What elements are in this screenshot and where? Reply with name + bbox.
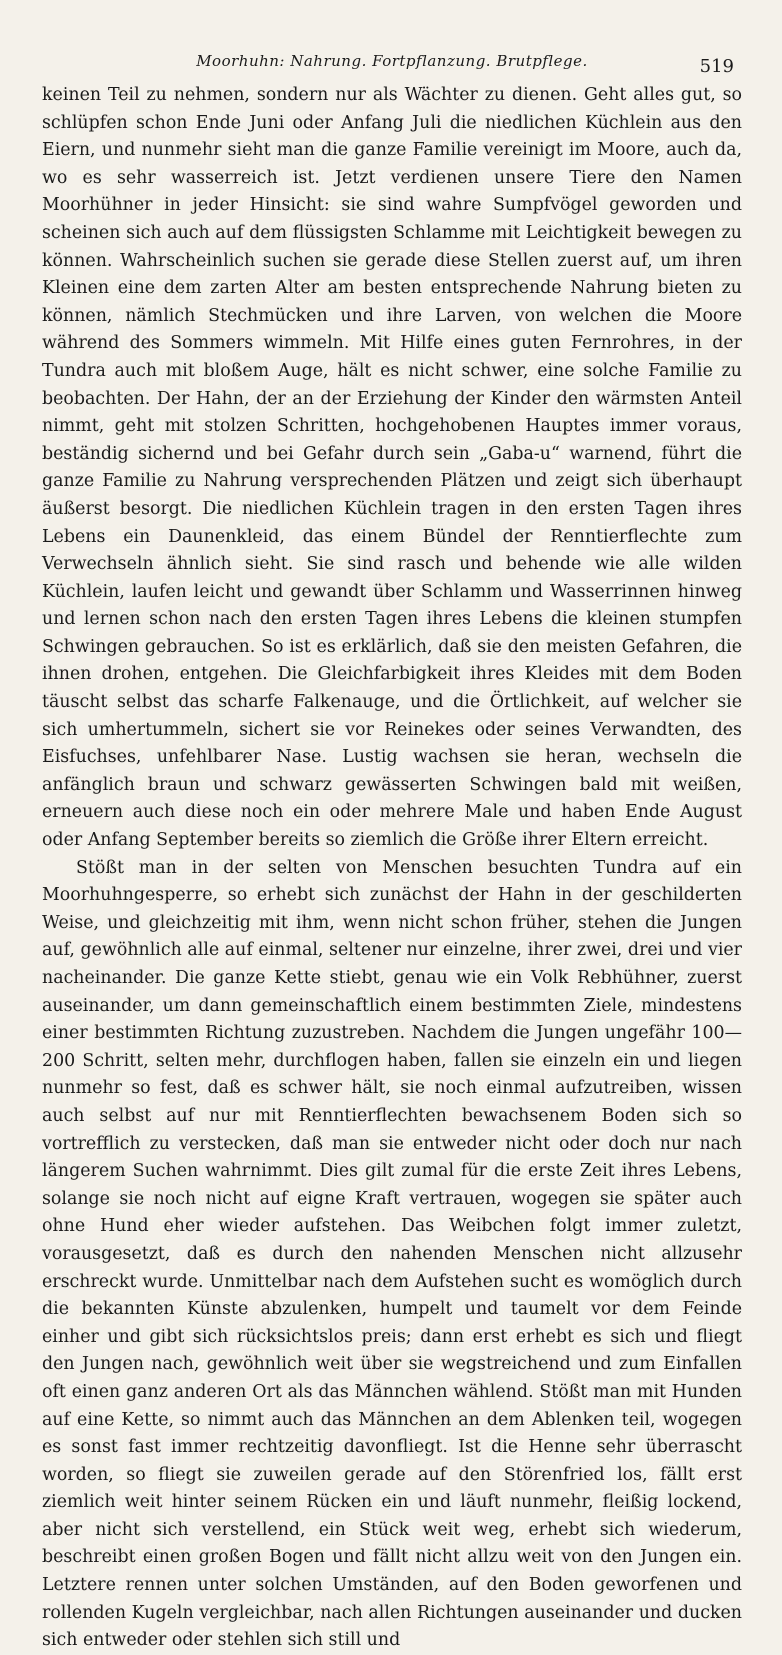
paragraph: keinen Teil zu nehmen, sondern nur als Wächter zu dienen. Geht alles gut, so schlüpfen schon Ende Juni oder Anfang Juli die niedlichen Küchlein aus den Eiern, und nunmehr sieht man die ganze Familie vereinigt im Moore, auch da, wo es sehr wasserreich ist. Jetzt verdienen unsere Tiere den Namen Moorhühner in jeder Hinsicht: sie sind wahre Sumpfvögel geworden und scheinen sich auch auf dem flüssigsten Schlamme mit Leichtigkeit bewegen zu können. Wahrscheinlich suchen sie gerade diese Stellen zuerst auf, um ihren Kleinen eine dem zarten Alter am besten entsprechende Nahrung bieten zu können, nämlich Stechmücken und ihre Larven, von welchen die Moore während des Sommers wimmeln. Mit Hilfe eines guten Fernrohres, in der Tundra auch mit bloßem Auge, hält es nicht schwer, eine solche Familie zu beobachten. Der Hahn, der an der Erziehung der Kinder den wärmsten Anteil nimmt, geht mit stolzen Schritten, hochgehobenen Hauptes immer voraus, beständig sichernd und bei Gefahr durch sein „Gaba-u“ warnend, führt die ganze Familie zu Nahrung versprechenden Plätzen und zeigt sich überhaupt äußerst besorgt. Die niedlichen Küchlein tragen in den ersten Tagen ihres Lebens ein Daunenkleid, das einem Bündel der Renntierflechte zum Verwechseln ähnlich sieht. Sie sind rasch und behende wie alle wilden Küchlein, laufen leicht und gewandt über Schlamm und Wasserrinnen hinweg und lernen schon nach den ersten Tagen ihres Lebens die kleinen stumpfen Schwingen gebrauchen. So ist es erklärlich, daß sie den meisten Gefahren, die ihnen drohen, entgehen. Die Gleichfarbigkeit ihres Kleides mit dem Boden täuscht selbst das scharfe Falkenauge, und die Örtlichkeit, auf welcher sie sich umhertummeln, sichert sie vor Reinekes oder seines Verwandten, des Eisfuchses, unfehlbarer Nase. Lustig wachsen sie heran, wechseln die anfänglich braun und schwarz gewässerten Schwingen bald mit weißen, erneuern auch diese noch ein oder mehrere Male und haben Ende August oder Anfang September bereits so ziemlich die Größe ihrer Eltern erreicht. <box>42 85 742 851</box>
running-header <box>42 52 742 82</box>
running-header-title: Moorhuhn: Nahrung. Fortpflanzung. Brutpflege. <box>196 52 588 70</box>
paragraph: Stößt man in der selten von Menschen besuchten Tundra auf ein Moorhuhngesperre, so erhebt sich zunächst der Hahn in der geschilderten Weise, und gleichzeitig mit ihm, wenn nicht schon früher, stehen die Jungen auf, gewöhnlich alle auf einmal, seltener nur einzelne, ihrer zwei, drei und vier nacheinander. Die ganze Kette stiebt, genau wie ein Volk Rebhühner, zuerst auseinander, um dann gemeinschaftlich einem bestimmten Ziele, mindestens einer bestimmten Richtung zuzustreben. Nachdem die Jungen ungefähr 100—200 Schritt, selten mehr, durchflogen haben, fallen sie einzeln ein und liegen nunmehr so fest, daß es schwer hält, sie noch einmal aufzutreiben, wissen auch selbst auf nur mit Renntierflechten bewachsenem Boden sich so vortrefflich zu verstecken, daß man sie entweder nicht oder doch nur nach längerem Suchen wahrnimmt. Dies gilt zumal für die erste Zeit ihres Lebens, solange sie noch nicht auf eigne Kraft vertrauen, wogegen sie später auch ohne Hund eher wieder aufstehen. Das Weibchen folgt immer zuletzt, vorausgesetzt, daß es durch den nahenden Menschen nicht allzusehr erschreckt wurde. Unmittelbar nach dem Aufstehen sucht es womöglich durch die bekannten Künste abzulenken, humpelt und taumelt vor dem Feinde einher und gibt sich rücksichtslos preis; dann erst erhebt es sich und fliegt den Jungen nach, gewöhnlich weit über sie wegstreichend und zum Einfallen oft einen ganz anderen Ort als das Männchen wählend. Stößt man mit Hunden auf eine Kette, so nimmt auch das Männchen an dem Ablenken teil, wogegen es sonst fast immer rechtzeitig davonfliegt. Ist die Henne sehr überrascht worden, so fliegt sie zuweilen gerade auf den Störenfried los, fällt erst ziemlich weit hinter seinem Rücken ein und läuft nunmehr, fleißig lockend, aber nicht sich verstellend, ein Stück weit weg, erhebt sich wiederum, beschreibt einen großen Bogen und fällt nicht allzu weit von den Jungen ein. Letztere rennen unter solchen Umständen, auf den Boden geworfenen und rollenden Kugeln vergleichbar, nach allen Richtungen auseinander und ducken sich entweder oder stehlen sich still und <box>42 857 742 1651</box>
page-number: 519 <box>699 56 734 77</box>
body-text <box>42 82 742 1655</box>
